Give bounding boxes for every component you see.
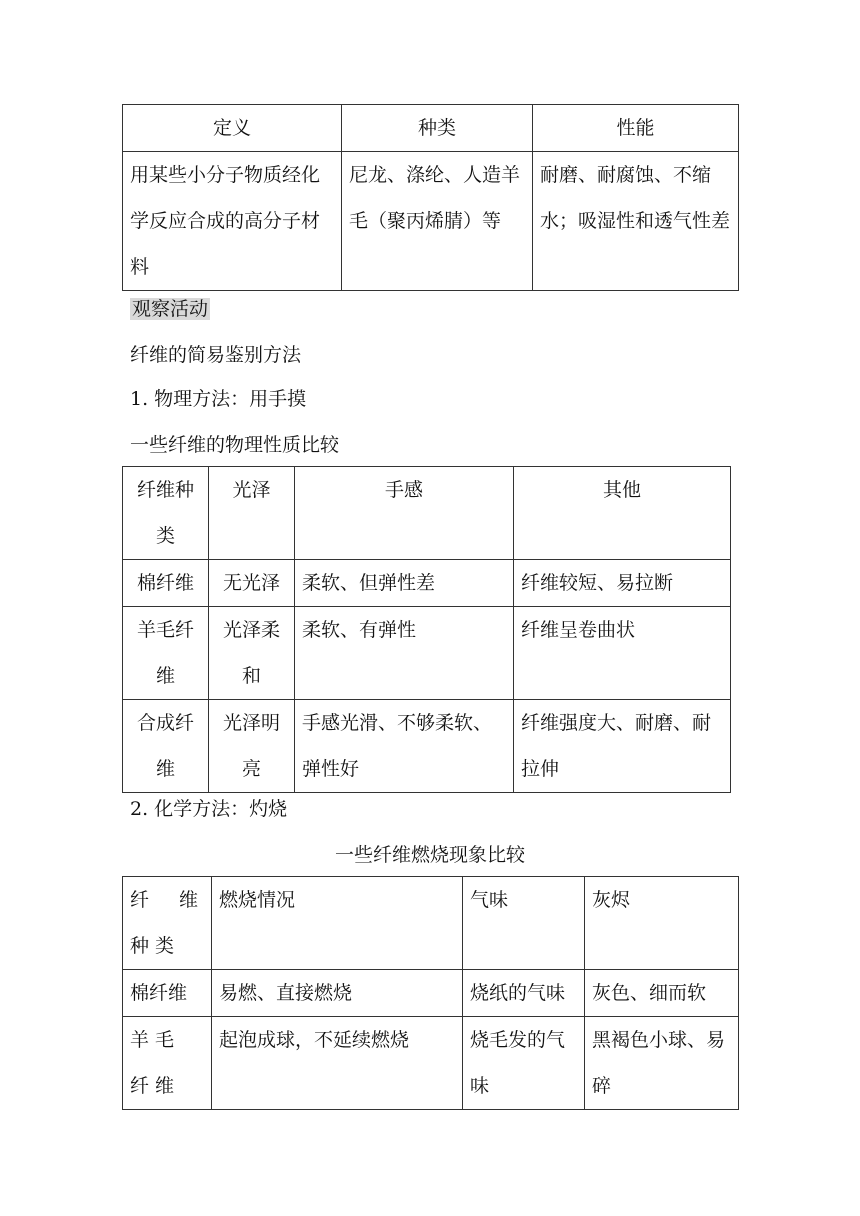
table-header: 性能 [533, 105, 739, 152]
table-row [123, 607, 731, 700]
table-cell: 羊毛纤维 [123, 607, 209, 700]
table-header: 光泽 [209, 467, 295, 560]
table-cell: 尼龙、涤纶、人造羊毛（聚丙烯腈）等 [342, 152, 533, 291]
table-cell: 易燃、直接燃烧 [212, 970, 463, 1017]
table-header: 定义 [123, 105, 342, 152]
table-row [123, 560, 731, 607]
table-header: 手感 [295, 467, 514, 560]
table-row [123, 1017, 739, 1110]
table-header: 燃烧情况 [212, 877, 463, 970]
table-header: 灰烬 [585, 877, 739, 970]
table-header: 纤维种类 [123, 467, 209, 560]
table-cell: 光泽柔和 [209, 607, 295, 700]
table-cell: 纤维强度大、耐磨、耐拉伸 [514, 700, 731, 793]
table-cell: 光泽明亮 [209, 700, 295, 793]
table-cell: 柔软、但弹性差 [295, 560, 514, 607]
table-header: 其他 [514, 467, 731, 560]
method-1-heading: 1. 物理方法：用手摸 [130, 388, 307, 410]
table-cell: 烧纸的气味 [463, 970, 585, 1017]
table-cell: 用某些小分子物质经化学反应合成的高分子材料 [123, 152, 342, 291]
table-cell: 合成纤维 [123, 700, 209, 793]
table-header: 纤维种类 [123, 877, 212, 970]
table-header: 气味 [463, 877, 585, 970]
combustion-table [122, 876, 739, 1110]
table-cell: 无光泽 [209, 560, 295, 607]
table-header: 种类 [342, 105, 533, 152]
table-cell: 棉纤维 [123, 970, 212, 1017]
table-row [123, 700, 731, 793]
table-cell: 柔软、有弹性 [295, 607, 514, 700]
table-cell: 手感光滑、不够柔软、弹性好 [295, 700, 514, 793]
synthetic-fiber-table [122, 104, 739, 291]
table-cell: 棉纤维 [123, 560, 209, 607]
table-3-caption: 一些纤维燃烧现象比较 [334, 844, 525, 866]
table-cell: 烧毛发的气味 [463, 1017, 585, 1110]
section-title: 纤维的简易鉴别方法 [130, 344, 302, 366]
table-row [123, 970, 739, 1017]
table-cell: 纤维呈卷曲状 [514, 607, 731, 700]
highlight-label: 观察活动 [132, 298, 209, 320]
table-cell: 纤维较短、易拉断 [514, 560, 731, 607]
table-cell: 耐磨、耐腐蚀、不缩水；吸湿性和透气性差 [533, 152, 739, 291]
table-cell: 灰色、细而软 [585, 970, 739, 1017]
observe-activity-label [130, 294, 210, 324]
table-cell: 起泡成球，不延续燃烧 [212, 1017, 463, 1110]
table-cell: 黑褐色小球、易碎 [585, 1017, 739, 1110]
table-2-caption: 一些纤维的物理性质比较 [130, 434, 340, 456]
table-cell: 羊毛纤维 [123, 1017, 212, 1110]
method-2-heading: 2. 化学方法：灼烧 [130, 798, 288, 820]
physical-properties-table [122, 466, 731, 793]
